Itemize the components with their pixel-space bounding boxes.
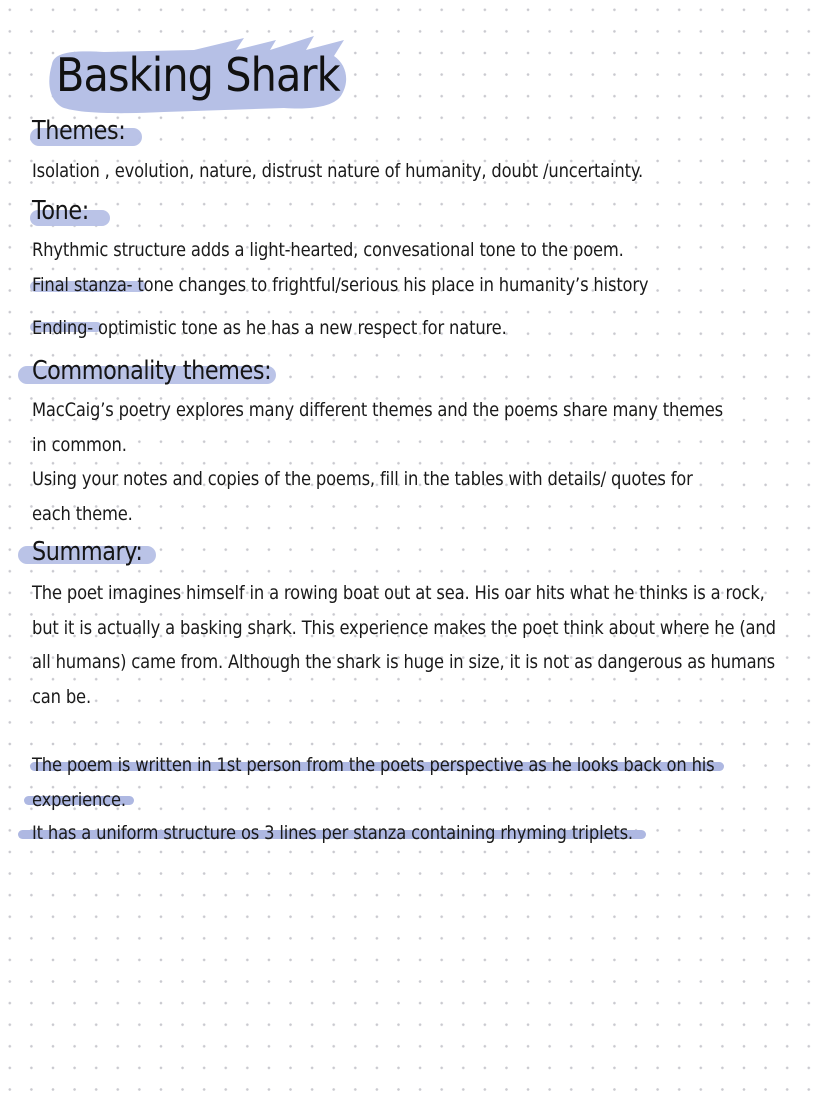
summary-text-2: but it is actually a basking shark. This experience makes the poet think about where he (and — [32, 617, 776, 639]
themes-heading: Themes: — [32, 116, 126, 146]
commonality-text-4: each theme. — [32, 503, 133, 525]
tone-heading: Tone: — [32, 196, 89, 226]
commonality-text-2: in common. — [32, 434, 127, 456]
structure-text-2: experience. — [32, 789, 126, 811]
page-title: Basking Shark — [56, 48, 340, 102]
summary-heading: Summary: — [32, 537, 143, 567]
summary-text-4: can be. — [32, 686, 91, 708]
tone-text-3: Ending- optimistic tone as he has a new respect for nature. — [32, 317, 507, 339]
structure-text-1: The poem is written in 1st person from the poets perspective as he looks back on his — [32, 754, 715, 776]
commonality-text-3: Using your notes and copies of the poems, fill in the tables with details/ quotes for — [32, 468, 693, 490]
commonality-text-1: MacCaig’s poetry explores many different themes and the poems share many themes — [32, 399, 724, 421]
structure-text-3: It has a uniform structure os 3 lines per stanza containing rhyming triplets. — [32, 822, 633, 844]
tone-text-1: Rhythmic structure adds a light-hearted, convesational tone to the poem. — [32, 239, 624, 261]
summary-text-3: all humans) came from. Although the shark is huge in size, it is not as dangerous as humans — [32, 651, 775, 673]
tone-text-2: Final stanza- tone changes to frightful/serious his place in humanity’s history — [32, 274, 649, 296]
themes-text: Isolation , evolution, nature, distrust nature of humanity, doubt /uncertainty. — [32, 160, 644, 182]
commonality-heading: Commonality themes: — [32, 356, 272, 386]
title-block — [44, 34, 364, 116]
summary-text-1: The poet imagines himself in a rowing boat out at sea. His oar hits what he thinks is a rock, — [32, 582, 765, 604]
